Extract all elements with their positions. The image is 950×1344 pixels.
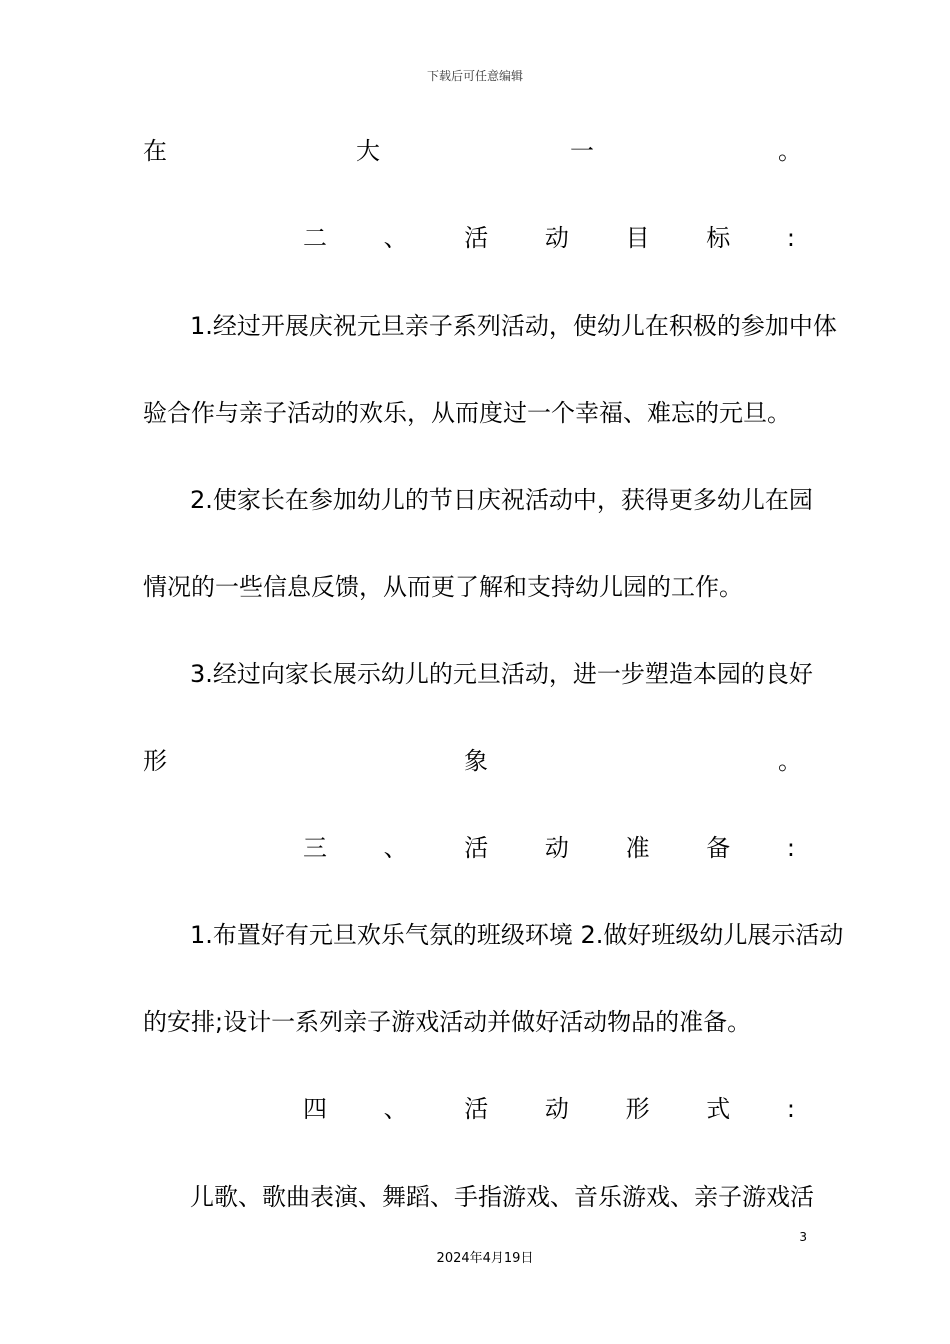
heading-char: : [786,834,795,862]
heading-char: 标 [706,224,731,252]
goal3-char: 。 [778,747,802,775]
paragraph-goal-1-line-1: 1.经过开展庆祝元旦亲子系列活动，使幼儿在积极的参加中体 [190,312,837,340]
heading-char: 四 [303,1095,327,1123]
heading-char: 动 [544,834,569,862]
paragraph-forms-line-1: 儿歌、歌曲表演、舞蹈、手指游戏、音乐游戏、亲子游戏活 [190,1183,814,1211]
footer-date: 2024年4月19日 [436,1251,534,1266]
paragraph-goal-3-line-1: 3.经过向家长展示幼儿的元旦活动，进一步塑造本园的良好 [190,660,813,688]
line1-char: 。 [778,137,802,165]
heading-char: 活 [464,834,489,862]
heading-char: : [786,1095,795,1123]
heading-char: 式 [706,1095,731,1123]
paragraph-goal-2-line-2: 情况的一些信息反馈，从而更了解和支持幼儿园的工作。 [143,573,743,601]
goal3-char: 象 [464,747,488,775]
heading-char: 目 [625,224,650,252]
goal3-char: 形 [143,747,167,775]
page-header: 下载后可任意编辑 [426,69,523,83]
heading-char: 准 [625,834,650,862]
heading-char: 、 [383,224,408,252]
section-heading-preparation [303,831,795,865]
heading-char: : [786,224,795,252]
heading-char: 、 [383,1095,408,1123]
heading-char: 动 [544,1095,569,1123]
paragraph-goal-2-line-1: 2.使家长在参加幼儿的节日庆祝活动中，获得更多幼儿在园 [190,486,813,514]
heading-char: 、 [383,834,408,862]
heading-char: 备 [706,834,731,862]
heading-char: 形 [625,1095,650,1123]
paragraph-prep-line-2: 的安排;设计一系列亲子游戏活动并做好活动物品的准备。 [143,1008,752,1036]
heading-char: 活 [464,224,489,252]
section-heading-goals [303,221,795,255]
heading-char: 活 [464,1095,489,1123]
paragraph-goal-1-line-2: 验合作与亲子活动的欢乐，从而度过一个幸福、难忘的元旦。 [143,399,791,427]
page-number: 3 [799,1230,807,1244]
line1-char: 在 [143,137,167,165]
section-heading-forms [303,1092,795,1126]
paragraph-prep-line-1: 1.布置好有元旦欢乐气氛的班级环境 2.做好班级幼儿展示活动 [190,921,844,949]
heading-char: 三 [303,834,327,862]
heading-char: 二 [303,224,327,252]
heading-char: 动 [544,224,569,252]
line1-char: 大 [356,137,380,165]
line1-char: 一 [570,137,594,165]
